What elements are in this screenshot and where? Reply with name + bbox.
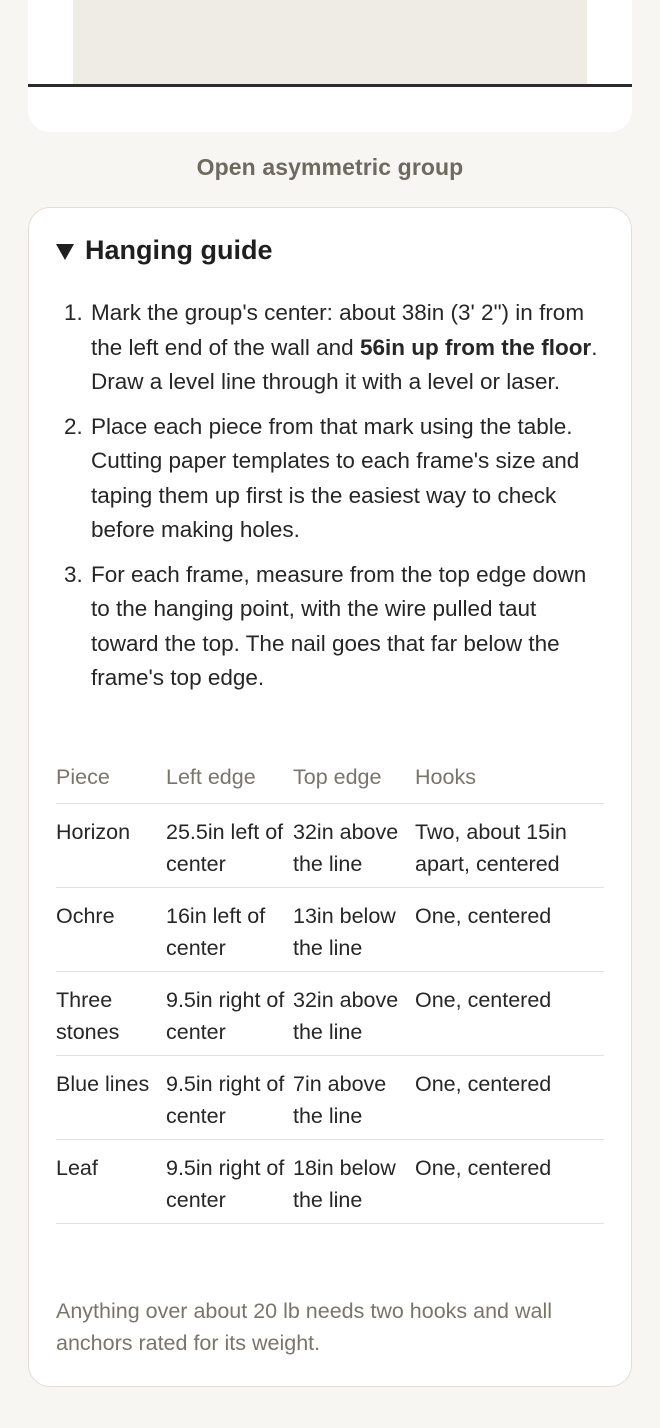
step-item: 3. For each frame, measure from the top edge down to the hanging point, with the wire pulled taut toward the top. The nail goes that far below the frame's top edge. — [64, 561, 587, 690]
table-row — [56, 888, 604, 972]
cell-hooks: One, centered — [415, 1072, 552, 1096]
step-item: 1. Mark the group's center: about 38in (3' 2") in from the left end of the wall and 56in up from the floor. Draw a level line through it with a level or laser. — [64, 300, 598, 394]
column-header-hooks: Hooks — [415, 765, 476, 789]
step-emphasis: 56in up from the floor — [359, 334, 592, 360]
steps-list — [56, 296, 606, 706]
cell-top-edge: 13in below the line — [293, 904, 396, 960]
arrangement-caption: Open asymmetric group — [196, 154, 464, 180]
placement-table — [56, 758, 604, 1224]
table-row — [56, 972, 604, 1056]
cell-top-edge: 32in above the line — [293, 988, 399, 1044]
hanging-guide-toggle[interactable] — [56, 235, 272, 266]
cell-top-edge: 32in above the line — [293, 820, 399, 876]
cell-top-edge: 18in below the line — [293, 1156, 396, 1212]
table-row — [56, 1056, 604, 1140]
table-row — [56, 1140, 604, 1224]
cell-top-edge: 7in above the line — [293, 1072, 387, 1128]
column-header-piece: Piece — [56, 765, 110, 789]
column-header-left-edge: Left edge — [166, 765, 256, 789]
cell-piece: Three stones — [56, 988, 120, 1044]
wall-preview — [73, 0, 587, 84]
cell-hooks: One, centered — [415, 904, 552, 928]
hanging-guide-card — [28, 207, 632, 1387]
cell-piece: Blue lines — [56, 1072, 150, 1096]
cell-left-edge: 9.5in right of center — [166, 988, 285, 1044]
cell-left-edge: 9.5in right of center — [166, 1156, 285, 1212]
cell-hooks: One, centered — [415, 988, 552, 1012]
disclosure-triangle-icon — [56, 244, 74, 260]
floor-line — [28, 84, 632, 87]
cell-piece: Ochre — [56, 904, 115, 928]
wall-preview-card — [28, 0, 632, 132]
cell-piece: Horizon — [56, 820, 131, 844]
weight-note: Anything over about 20 lb needs two hooks and wall anchors rated for its weight. — [56, 1299, 553, 1355]
column-header-top-edge: Top edge — [293, 765, 382, 789]
table-row — [56, 804, 604, 888]
table-header — [56, 758, 604, 804]
hanging-guide-title: Hanging guide — [85, 235, 273, 265]
cell-left-edge: 9.5in right of center — [166, 1072, 285, 1128]
step-item: 2. Place each piece from that mark using the table. Cutting paper templates to each frame's size and taping them up first is the easiest way to check before making holes. — [64, 413, 580, 542]
cell-left-edge: 16in left of center — [166, 904, 266, 960]
cell-left-edge: 25.5in left of center — [166, 820, 284, 876]
cell-hooks: One, centered — [415, 1156, 552, 1180]
cell-hooks: Two, about 15in apart, centered — [415, 820, 567, 876]
cell-piece: Leaf — [56, 1156, 98, 1180]
